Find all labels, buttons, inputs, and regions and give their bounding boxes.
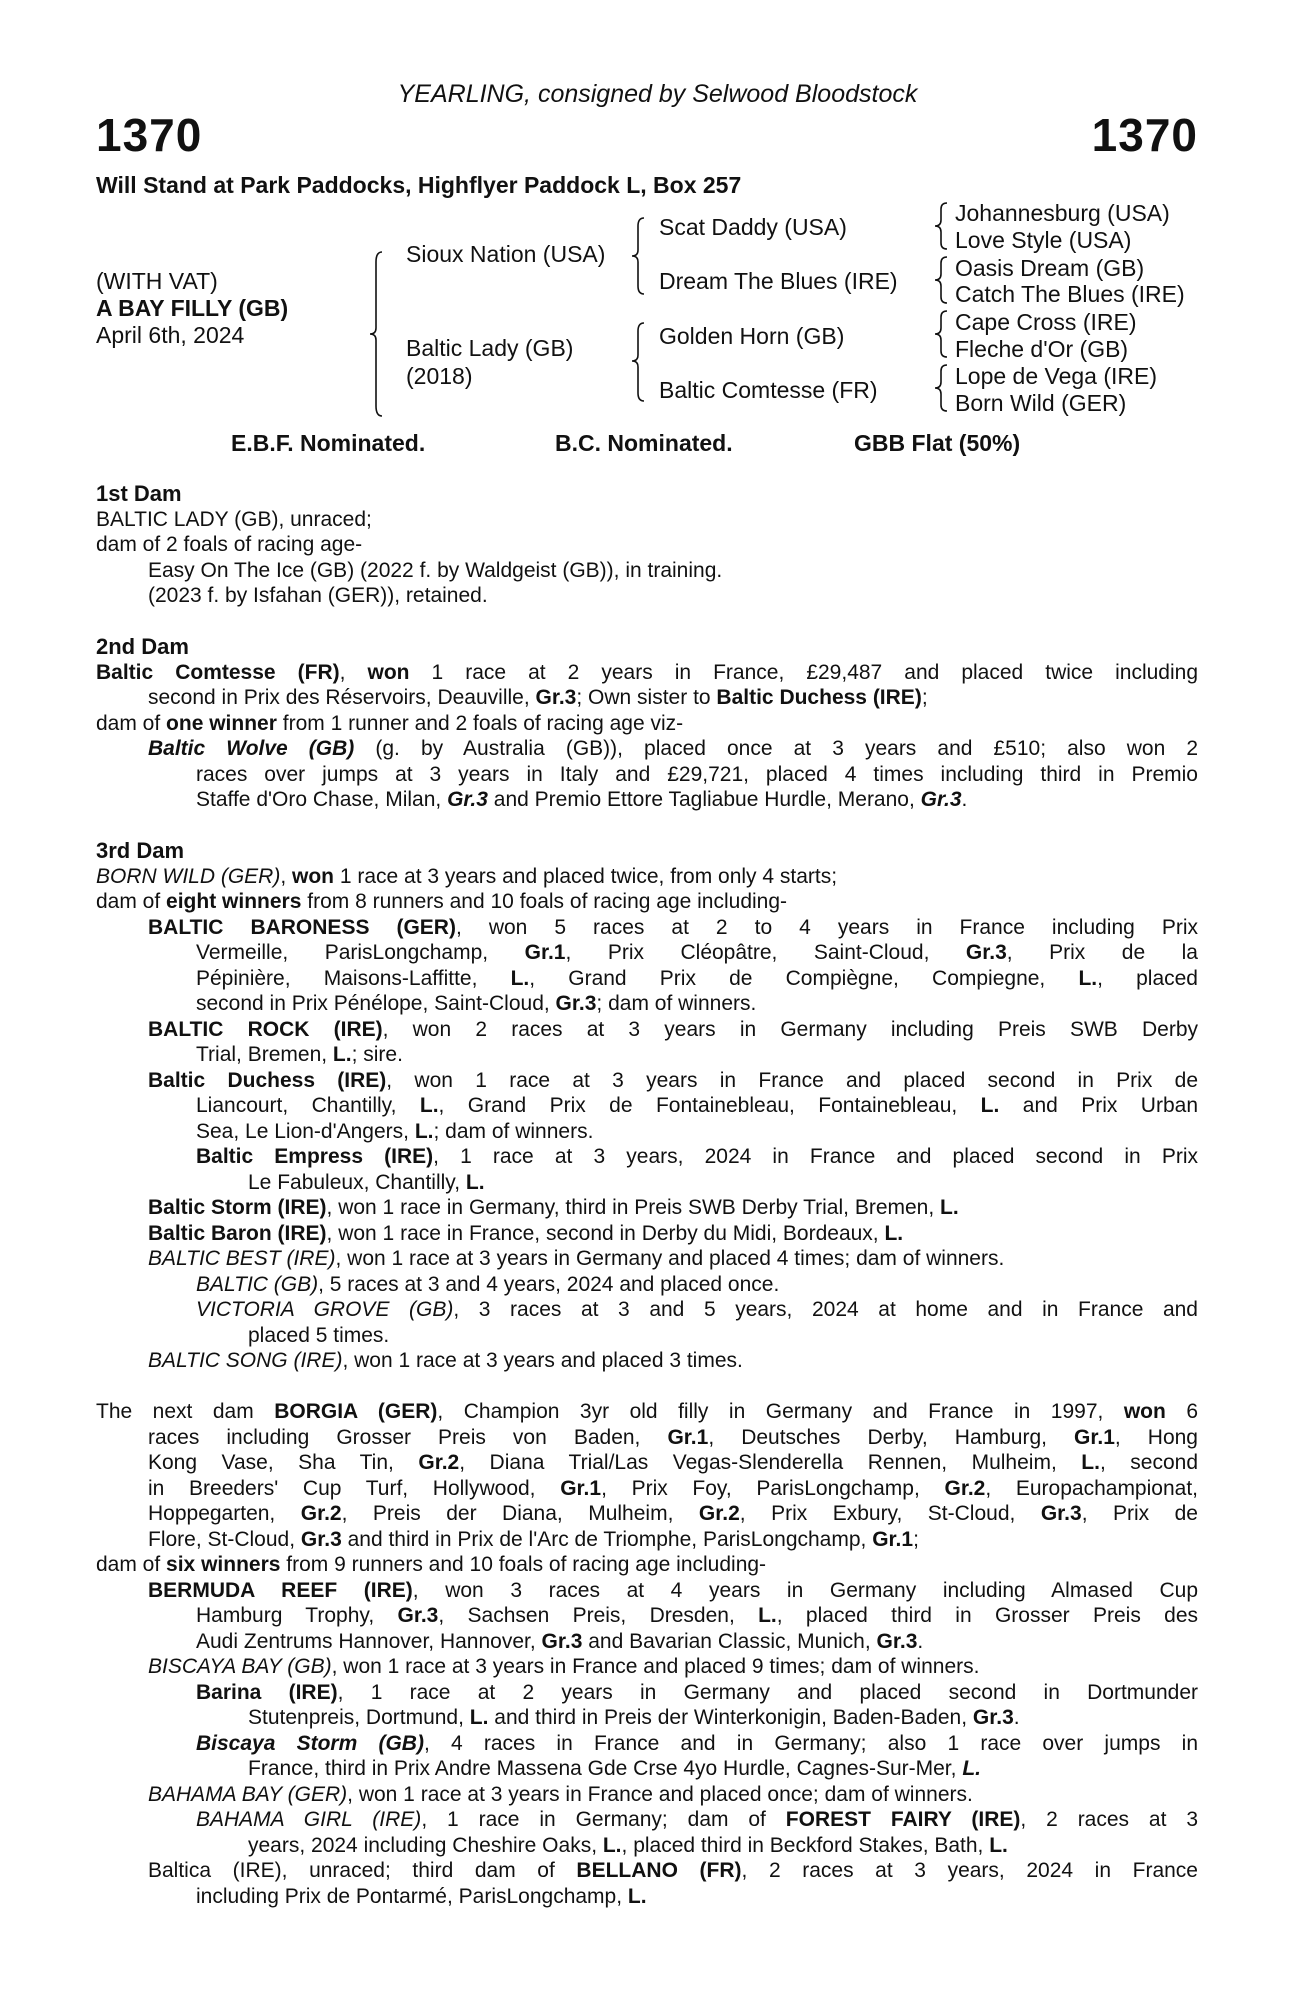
emphasis-text: Barina (IRE) [196, 1680, 338, 1704]
text-run: races over jumps at 3 years in Italy and £29,721, placed 4 times including third in Premio [196, 762, 1198, 786]
text-line [196, 1884, 1198, 1910]
text-line [96, 532, 1198, 558]
ebf-nomination: E.B.F. Nominated. [231, 430, 426, 456]
text-line [96, 660, 1198, 686]
emphasis-text: L. [414, 1119, 434, 1143]
text-run: . [1013, 1706, 1020, 1729]
consignor-line: YEARLING, consigned by Selwood Bloodstock [397, 80, 918, 108]
text-run: , won 1 race at 3 years in Germany and placed 4 times; dam of winners. [335, 1247, 1005, 1270]
text-run: from 9 runners and 10 foals of racing age including- [280, 1553, 767, 1576]
emphasis-text: L. [980, 1094, 1000, 1117]
section-heading: 3rd Dam [96, 838, 185, 863]
text-run: , won 1 race in Germany, third in Preis SWB Derby Trial, Bremen, [326, 1196, 941, 1219]
text-run: 1 race at 3 years and placed twice, from only 4 starts; [334, 864, 838, 888]
text-run: , 1 race at 2 years in Germany and placed second in Dortmunder [337, 1680, 1199, 1704]
progeny-entry [0, 889, 1315, 915]
emphasis-text: Gr.2 [418, 1451, 460, 1474]
text-line [148, 1195, 1198, 1221]
text-run: from 1 runner and 2 foals of racing age viz- [276, 711, 684, 735]
emphasis-text: BAHAMA GIRL (IRE) [196, 1808, 422, 1831]
bc-nomination: B.C. Nominated. [555, 430, 733, 456]
grandparent: Dream The Blues (IRE) [659, 268, 898, 294]
foaling-date: April 6th, 2024 [96, 322, 245, 348]
emphasis-text: won [292, 864, 335, 888]
emphasis-text: BALTIC (GB) [196, 1272, 319, 1296]
emphasis-text: L. [602, 1833, 622, 1857]
progeny-entry [0, 1348, 1315, 1374]
text-line [148, 1068, 1198, 1094]
progeny-entry [0, 1399, 1315, 1552]
text-run: and Bavarian Classic, Munich, [582, 1629, 877, 1653]
emphasis-text: BORN WILD (GER) [96, 864, 281, 888]
great-grandparent: Fleche d'Or (GB) [955, 336, 1129, 362]
emphasis-text: Gr.3 [535, 686, 577, 709]
text-line [248, 1756, 1198, 1782]
emphasis-text: L. [758, 1604, 777, 1627]
text-run: races including Grosser Preis von Baden, [148, 1425, 668, 1449]
emphasis-text: BALTIC BEST (IRE) [148, 1247, 336, 1270]
dam-section [0, 813, 1315, 1374]
text-line [148, 1578, 1198, 1604]
text-run: , Prix de la [1006, 941, 1198, 964]
brace-icon [632, 323, 644, 401]
text-line [148, 1425, 1198, 1451]
emphasis-text: Gr.2 [300, 1502, 342, 1525]
text-run: and third in Prix de l'Arc de Triomphe, ParisLongchamp, [341, 1527, 873, 1551]
text-run: and third in Preis der Winterkonigin, Baden-Baden, [488, 1706, 973, 1729]
text-line [196, 1272, 1198, 1298]
text-run: , Prix de [1081, 1502, 1198, 1525]
text-run: . [917, 1629, 924, 1653]
emphasis-text: Gr.3 [541, 1629, 583, 1653]
text-run: ; dam of winners. [596, 992, 757, 1015]
text-run: 6 [1165, 1400, 1198, 1423]
emphasis-text: six winners [166, 1553, 281, 1576]
text-run: , won 3 races at 4 years in Germany including Almased Cup [412, 1578, 1199, 1602]
pedigree-brackets [0, 0, 1315, 460]
emphasis-text: L. [1078, 966, 1098, 990]
text-line [148, 1527, 1198, 1553]
vat-note: (WITH VAT) [96, 268, 218, 294]
text-line [96, 1399, 1198, 1425]
text-line [248, 1833, 1198, 1859]
emphasis-text: Baltic Baron (IRE) [148, 1221, 327, 1245]
grandparent: Baltic Comtesse (FR) [659, 377, 878, 403]
emphasis-text: Gr.2 [944, 1476, 986, 1500]
emphasis-text: Gr.3 [972, 1706, 1014, 1729]
text-run: Stutenpreis, Dortmund, [248, 1706, 470, 1729]
text-run: (g. by Australia (GB)), placed once at 3 years and £510; also won 2 [354, 737, 1198, 760]
text-run: dam of [96, 890, 167, 913]
text-run: , placed [1097, 966, 1198, 990]
text-run: 1 race at 2 years in France, £29,487 and placed twice including [409, 660, 1199, 684]
brace-icon [935, 365, 947, 411]
progeny-entry [0, 736, 1315, 813]
text-run: Kong Vase, Sha Tin, [148, 1451, 419, 1474]
text-run: Le Fabuleux, Chantilly, [248, 1170, 466, 1194]
section-heading: 2nd Dam [96, 634, 189, 659]
text-line [196, 787, 1198, 813]
emphasis-text: Baltic Comtesse (FR) [96, 660, 340, 684]
brace-icon [935, 203, 947, 249]
emphasis-text: L. [469, 1706, 489, 1729]
text-run: , won 1 race at 3 years in France and placed 9 times; dam of winners. [331, 1655, 980, 1678]
text-run: , placed third in Beckford Stakes, Bath, [621, 1833, 990, 1857]
text-line [96, 889, 1198, 915]
text-line [148, 1782, 1198, 1808]
text-run: , Prix Cléopâtre, Saint-Cloud, [565, 941, 966, 964]
lot-number-right: 1370 [1091, 109, 1198, 161]
emphasis-text: Gr.1 [524, 941, 566, 964]
emphasis-text: Gr.3 [965, 941, 1007, 964]
text-run: ; [921, 686, 928, 709]
progeny-entry [0, 711, 1315, 737]
text-run: dam of 2 foals of racing age- [96, 533, 363, 556]
emphasis-text: L. [627, 1884, 647, 1908]
emphasis-text: L. [419, 1094, 439, 1117]
text-line [96, 507, 1198, 533]
great-grandparent: Love Style (USA) [955, 227, 1132, 253]
text-run: , Europachampionat, [985, 1476, 1198, 1500]
text-run: ; dam of winners. [433, 1119, 594, 1143]
progeny-entry [0, 1552, 1315, 1578]
brace-icon [370, 252, 382, 416]
emphasis-text: Gr.3 [300, 1527, 342, 1551]
text-line [196, 762, 1198, 788]
text-line [196, 1093, 1198, 1119]
text-line [148, 1221, 1198, 1247]
text-line [196, 1680, 1198, 1706]
brace-icon [935, 257, 947, 303]
text-run: , [280, 864, 293, 888]
text-run: , 4 races in France and in Germany; also 1 race over jumps in [423, 1731, 1198, 1755]
emphasis-text: L. [465, 1170, 485, 1194]
brace-icon [632, 218, 644, 294]
text-run: Audi Zentrums Hannover, Hannover, [196, 1629, 542, 1653]
progeny-entry [0, 1068, 1315, 1145]
text-run: , won 2 races at 3 years in Germany including Preis SWB Derby [382, 1017, 1199, 1041]
great-grandparent: Catch The Blues (IRE) [955, 281, 1185, 307]
dam-year: (2018) [406, 363, 473, 389]
text-line [148, 736, 1198, 762]
text-run: , Grand Prix de Fontainebleau, Fontainebleau, [438, 1094, 981, 1117]
emphasis-text: Gr.3 [555, 992, 597, 1015]
text-line [196, 966, 1198, 992]
text-line [148, 1654, 1198, 1680]
text-line [196, 1603, 1198, 1629]
progeny-entry [0, 558, 1315, 584]
emphasis-text: L. [884, 1221, 904, 1245]
text-run: from 8 runners and 10 foals of racing age including- [301, 890, 788, 913]
progeny-entry [0, 1578, 1315, 1655]
text-run: Hoppegarten, [148, 1502, 301, 1525]
grandparent: Golden Horn (GB) [659, 323, 845, 349]
text-line [248, 1170, 1198, 1196]
progeny-entry [0, 864, 1315, 890]
progeny-entry [0, 1195, 1315, 1221]
text-run: Flore, St-Cloud, [148, 1527, 301, 1551]
text-line [148, 1476, 1198, 1502]
great-grandparent: Born Wild (GER) [955, 390, 1127, 416]
text-run: including Prix de Pontarmé, ParisLongchamp, [196, 1884, 628, 1908]
text-line [196, 1297, 1198, 1323]
text-line [196, 1731, 1198, 1757]
text-line [196, 1629, 1198, 1655]
text-run: Pépinière, Maisons-Laffitte, [196, 966, 511, 990]
emphasis-text: Gr.1 [560, 1476, 602, 1500]
great-grandparent: Cape Cross (IRE) [955, 309, 1137, 335]
text-run: years, 2024 including Cheshire Oaks, [248, 1833, 603, 1857]
emphasis-text: Gr.1 [872, 1527, 914, 1551]
text-run: Liancourt, Chantilly, [196, 1094, 420, 1117]
text-run: dam of [96, 1553, 167, 1576]
text-run: , 1 race at 3 years, 2024 in France and placed second in Prix [433, 1145, 1198, 1168]
emphasis-text: Baltic Duchess (IRE) [716, 686, 922, 709]
text-line [196, 1119, 1198, 1145]
text-run: , Diana Trial/Las Vegas-Slenderella Rennen, Mulheim, [459, 1451, 1082, 1474]
text-run: , Champion 3yr old filly in Germany and France in 1997, [437, 1400, 1124, 1423]
emphasis-text: Baltic Wolve (GB) [148, 737, 355, 760]
text-line [148, 583, 1198, 609]
emphasis-text: BAHAMA BAY (GER) [148, 1782, 348, 1806]
section-gap [0, 609, 1315, 635]
text-run: , won 1 race at 3 years and placed 3 times. [342, 1349, 743, 1372]
emphasis-text: Gr.3 [920, 788, 962, 811]
text-run: in Breeders' Cup Turf, Hollywood, [148, 1476, 561, 1500]
emphasis-text: one winner [166, 711, 277, 735]
emphasis-text: BERMUDA REEF (IRE) [148, 1578, 413, 1602]
text-run: ; sire. [351, 1043, 403, 1066]
emphasis-text: BALTIC SONG (IRE) [148, 1349, 343, 1372]
emphasis-text: Gr.1 [667, 1425, 709, 1449]
emphasis-text: Baltic Duchess (IRE) [148, 1068, 387, 1092]
text-line [196, 940, 1198, 966]
text-run: Easy On The Ice (GB) (2022 f. by Waldgeist (GB)), in training. [148, 558, 723, 582]
text-run: Sea, Le Lion-d'Angers, [196, 1119, 415, 1143]
text-run: dam of [96, 711, 167, 735]
text-run: , Sachsen Preis, Dresden, [438, 1604, 759, 1627]
text-line [148, 685, 1198, 711]
text-run: BALTIC LADY (GB), unraced; [96, 507, 372, 531]
grandparent: Scat Daddy (USA) [659, 214, 847, 240]
text-run: and Premio Ettore Tagliabue Hurdle, Merano, [487, 788, 921, 811]
progeny-entry [0, 583, 1315, 609]
text-run: placed 5 times. [248, 1323, 390, 1347]
emphasis-text: Gr.2 [698, 1502, 740, 1525]
text-run: . [961, 788, 968, 811]
progeny-entry [0, 507, 1315, 533]
lot-number-left: 1370 [96, 109, 203, 161]
progeny-entry [0, 1221, 1315, 1247]
dam-section [0, 1374, 1315, 1910]
text-line [96, 1552, 1198, 1578]
emphasis-text: L. [1081, 1451, 1100, 1474]
pedigree-notes [0, 481, 1315, 1909]
progeny-entry [0, 660, 1315, 711]
text-line [96, 864, 1198, 890]
text-line [148, 1858, 1198, 1884]
text-run: The next dam [96, 1400, 275, 1423]
emphasis-text: eight winners [166, 890, 302, 913]
text-run: and Prix Urban [999, 1094, 1198, 1117]
text-run: , Preis der Diana, Mulheim, [341, 1502, 699, 1525]
text-run: , Hong [1114, 1425, 1198, 1449]
dam-section [0, 481, 1315, 609]
progeny-entry [0, 1731, 1315, 1782]
text-run: , 3 races at 3 and 5 years, 2024 at home and in France and [453, 1298, 1198, 1321]
text-line [148, 558, 1198, 584]
text-run: Baltica (IRE), unraced; third dam of [148, 1859, 577, 1882]
progeny-entry [0, 1272, 1315, 1298]
horse-name: A BAY FILLY (GB) [96, 295, 289, 321]
text-run: , 2 races at 3 years, 2024 in France [741, 1859, 1198, 1882]
text-run: , Grand Prix de Compiègne, Compiegne, [529, 966, 1079, 990]
text-run: (2023 f. by Isfahan (GER)), retained. [148, 584, 488, 607]
emphasis-text: won [367, 660, 410, 684]
emphasis-text: Gr.3 [397, 1604, 439, 1627]
progeny-entry [0, 1680, 1315, 1731]
text-line [248, 1323, 1198, 1349]
progeny-entry [0, 915, 1315, 1017]
text-run: , second [1099, 1451, 1198, 1474]
text-line [148, 1450, 1198, 1476]
emphasis-text: L. [332, 1043, 352, 1066]
section-gap [0, 813, 1315, 839]
text-run: , 2 races at 3 [1020, 1808, 1199, 1831]
text-line [96, 711, 1198, 737]
emphasis-text: BELLANO (FR) [576, 1859, 742, 1882]
text-run: , Prix Exbury, St-Cloud, [739, 1502, 1041, 1525]
text-line [196, 1042, 1198, 1068]
text-line [148, 915, 1198, 941]
text-run: France, third in Prix Andre Massena Gde Crse 4yo Hurdle, Cagnes-Sur-Mer, [248, 1757, 963, 1780]
emphasis-text: Gr.1 [1074, 1425, 1115, 1449]
text-line [148, 1348, 1198, 1374]
emphasis-text: L. [510, 966, 530, 990]
text-line [148, 1017, 1198, 1043]
text-line [248, 1705, 1198, 1731]
progeny-entry [0, 1858, 1315, 1909]
text-run: , won 1 race at 3 years in France and placed once; dam of winners. [347, 1782, 973, 1806]
emphasis-text: L. [962, 1757, 981, 1780]
text-run: Trial, Bremen, [196, 1043, 333, 1066]
text-run: , 5 races at 3 and 4 years, 2024 and placed once. [318, 1272, 780, 1296]
emphasis-text: BISCAYA BAY (GB) [148, 1655, 332, 1678]
section-gap [0, 1374, 1315, 1400]
emphasis-text: BALTIC ROCK (IRE) [148, 1017, 383, 1041]
text-line [148, 1501, 1198, 1527]
emphasis-text: L. [940, 1196, 959, 1219]
emphasis-text: BORGIA (GER) [274, 1400, 438, 1423]
progeny-entry [0, 1807, 1315, 1858]
text-line [148, 1246, 1198, 1272]
progeny-entry [0, 1246, 1315, 1272]
progeny-entry [0, 1654, 1315, 1680]
brace-icon [935, 311, 947, 357]
text-run: ; Own sister to [576, 686, 717, 709]
progeny-entry [0, 1782, 1315, 1808]
progeny-entry [0, 1297, 1315, 1348]
progeny-entry [0, 1017, 1315, 1068]
emphasis-text: Gr.3 [1040, 1502, 1082, 1525]
text-line [196, 991, 1198, 1017]
great-grandparent: Oasis Dream (GB) [955, 255, 1145, 281]
dam-section [0, 609, 1315, 813]
text-run: , [339, 660, 368, 684]
emphasis-text: Biscaya Storm (GB) [196, 1731, 424, 1755]
emphasis-text: FOREST FAIRY (IRE) [785, 1808, 1021, 1831]
emphasis-text: Baltic Empress (IRE) [196, 1145, 434, 1168]
sire: Sioux Nation (USA) [406, 241, 606, 267]
text-run: , 1 race in Germany; dam of [421, 1808, 786, 1831]
emphasis-text: Baltic Storm (IRE) [148, 1196, 327, 1219]
section-heading: 1st Dam [96, 481, 182, 506]
stand-location: Will Stand at Park Paddocks, Highflyer Paddock L, Box 257 [96, 172, 742, 198]
emphasis-text: Gr.3 [447, 788, 488, 811]
dam: Baltic Lady (GB) [406, 335, 574, 361]
emphasis-text: BALTIC BARONESS (GER) [148, 915, 456, 939]
text-run: ; [913, 1527, 919, 1551]
text-line [196, 1807, 1198, 1833]
emphasis-text: L. [989, 1833, 1008, 1857]
text-run: , Prix Foy, ParisLongchamp, [601, 1476, 945, 1500]
text-run: second in Prix des Réservoirs, Deauville, [148, 686, 536, 709]
emphasis-text: VICTORIA GROVE (GB) [196, 1298, 454, 1321]
text-run: , won 1 race in France, second in Derby du Midi, Bordeaux, [326, 1221, 885, 1245]
text-line [196, 1144, 1198, 1170]
great-grandparent: Johannesburg (USA) [955, 200, 1170, 226]
text-run: , won 5 races at 2 to 4 years in France including Prix [455, 915, 1198, 939]
progeny-entry [0, 532, 1315, 558]
text-run: second in Prix Pénélope, Saint-Cloud, [196, 992, 556, 1015]
great-grandparent: Lope de Vega (IRE) [955, 363, 1158, 389]
emphasis-text: Gr.3 [876, 1629, 918, 1653]
text-run: Vermeille, ParisLongchamp, [196, 941, 525, 964]
gbb-flat: GBB Flat (50%) [854, 430, 1021, 456]
text-run: , Deutsches Derby, Hamburg, [708, 1425, 1075, 1449]
progeny-entry [0, 1144, 1315, 1195]
text-run: , placed third in Grosser Preis des [776, 1604, 1198, 1627]
text-run: , won 1 race at 3 years in France and placed second in Prix de [386, 1068, 1198, 1092]
text-run: Hamburg Trophy, [196, 1604, 398, 1627]
emphasis-text: won [1123, 1400, 1166, 1423]
text-run: Staffe d'Oro Chase, Milan, [196, 788, 448, 811]
